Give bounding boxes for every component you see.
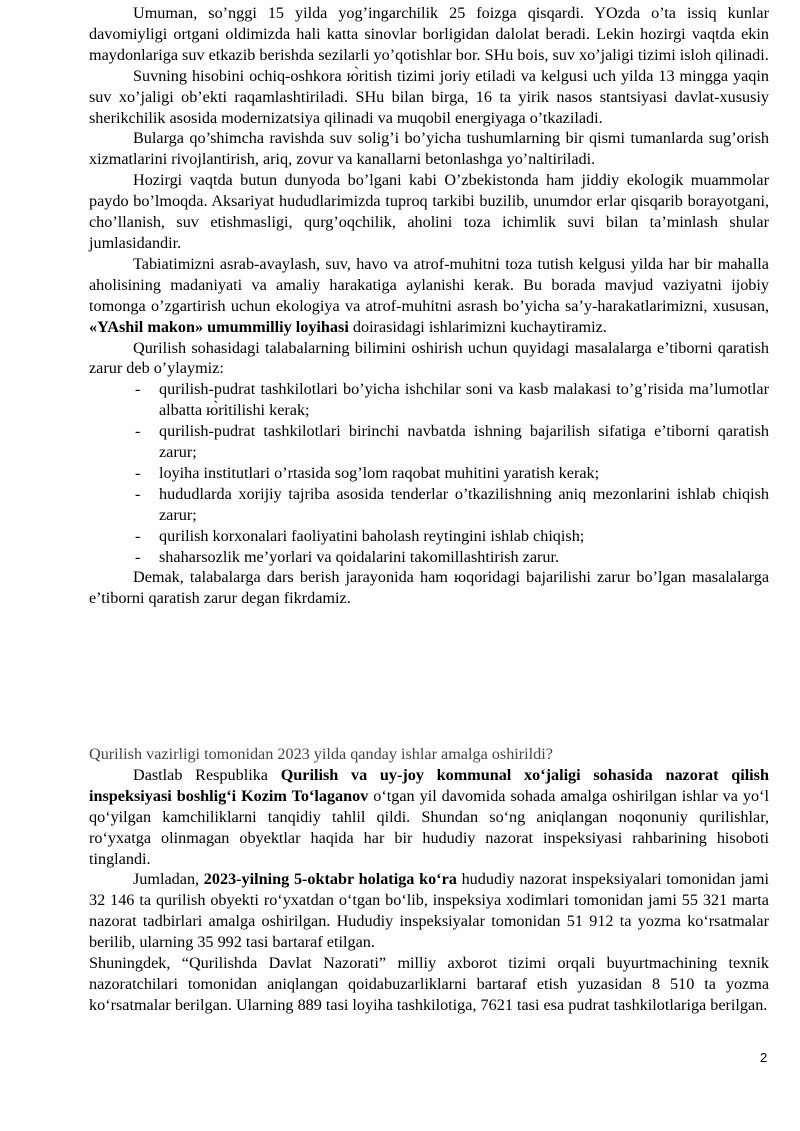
- project-name-bold: «YAshil makon» umummilliy loyihasi: [89, 317, 349, 336]
- paragraph: Hozirgi vaqtda butun dunyoda bo’lgani kabi O’zbekistonda ham jiddiy ekologik muammolar paydo bo’lmoqda. Aksariyat hududlarimizda tuproq tarkibi buzilib, unumdor erlar qisqarib borayotgani, cho’llanish, suv etishmasligi, qurg’oqchilik, aholini toza ichimlik suvi bilan ta’minlash shular jumlasidandir.: [89, 171, 769, 252]
- paragraph: [89, 869, 769, 953]
- paragraph-text: o‘tgan yil davomida sohada amalga oshirilgan ishlar va yo‘l qo‘yilgan kamchiliklarni tanqidiy tahlil qildi. Shundan so‘ng aniqlangan noqonuniy qurilishlar, ro‘yxatga olinmagan obyektlar haqida har bir hududiy nazorat inspeksiyasi rahbarining hisoboti tinglandi.: [89, 786, 769, 868]
- list-bullet: -: [135, 547, 141, 566]
- list-item-text: qurilish-pudrat tashkilotlari bo’yicha ishchilar soni va kasb malakasi to’g’risida ma’lumotlar albatta ю̀ritilishi kerak;: [159, 380, 769, 420]
- list-bullet: -: [135, 422, 141, 441]
- list-item: [89, 421, 769, 463]
- date-bold: 2023-yilning 5-oktabr holatiga ko‘ra: [203, 870, 457, 889]
- list-item: [89, 463, 769, 484]
- list-bullet: -: [135, 484, 141, 503]
- paragraph: Bularga qo’shimcha ravishda suv solig’i bo’yicha tushumlarning bir qismi tumanlarda sug’orish xizmatlarini rivojlantirish, ariq, zovur va kanallarni betonlashga yo’naltiriladi.: [89, 129, 769, 169]
- document-body: [89, 3, 769, 609]
- list-bullet: -: [135, 526, 141, 545]
- list-item: [89, 379, 769, 421]
- list-bullet: -: [135, 463, 141, 482]
- list-bullet: -: [135, 380, 141, 399]
- paragraph: [89, 765, 769, 870]
- document-body-continued: [89, 744, 769, 1016]
- paragraph-text: hududiy nazorat inspeksiyalari tomonidan jami 32 146 ta qurilish obyekti ro‘yxatdan o‘tgan bo‘lib, inspeksiya xodimlari tomonidan jami 55 321 marta nazorat tadbirlari amalga oshirilgan. Hududiy inspeksiyalar tomonidan 51 912 ta yozma ko‘rsatmalar berilib, ularning 35 992 tasi bartaraf etilgan.: [89, 870, 769, 952]
- list-item-text: shaharsozlik me’yorlari va qoidalarini takomillashtirish zarur.: [159, 547, 560, 566]
- paragraph: Shuningdek, “Qurilishda Davlat Nazorati” milliy axborot tizimi orqali buyurtmachining texnik nazoratchilari tomonidan aniqlangan qoidabuzarliklarni bartaraf etish yuzasidan 8 510 ta yozma ko‘rsatmalar berilgan. Ularning 889 tasi loyiha tashkilotiga, 7621 tasi esa pudrat tashkilotlariga berilgan.: [89, 954, 769, 1014]
- list-item-text: qurilish-pudrat tashkilotlari birinchi navbatda ishning bajarilish sifatiga e’tiborni qaratish zarur;: [159, 422, 769, 462]
- list-item: [89, 547, 769, 568]
- list-item-text: hududlarda xorijiy tajriba asosida tenderlar o’tkazilishning aniq mezonlarini ishlab chiqish zarur;: [159, 484, 769, 524]
- list-item: [89, 484, 769, 526]
- list-item-text: qurilish korxonalari faoliyatini baholash reytingini ishlab chiqish;: [159, 526, 585, 545]
- paragraph: [89, 254, 769, 338]
- paragraph-text: doirasidagi ishlarimizni kuchaytiramiz.: [348, 317, 607, 336]
- paragraph-text: Dastlab Respublika: [133, 765, 281, 784]
- paragraph: Demak, talabalarga dars berish jarayonida ham юqoridagi bajarilishi zarur bo’lgan masalalarga e’tiborni qaratish zarur degan fikrdamiz.: [89, 568, 769, 608]
- paragraph-text: Tabiatimizni asrab-avaylash, suv, havo va atrof-muhitni toza tutish kelgusi yilda har bir mahalla aholisining madaniyati va amaliy harakatiga aylanishi kerak. Bu borada mavjud vaziyatni ijobiy tomonga o’zgartirish uchun ekologiya va atrof-muhitni asrash bo’yicha sa’y-harakatlarimizni, xususan,: [89, 254, 769, 315]
- list-item: [89, 526, 769, 547]
- page-number: 2: [760, 1050, 768, 1065]
- list-item-text: loyiha institutlari o’rtasida sog’lom raqobat muhitini yaratish kerak;: [159, 463, 600, 482]
- paragraph: Qurilish sohasidagi talabalarning bilimini oshirish uchun quyidagi masalalarga e’tiborni qaratish zarur deb o’ylaymiz:: [89, 338, 769, 378]
- paragraph: Suvning hisobini ochiq-oshkora ю̀ritish tizimi joriy etiladi va kelgusi uch yilda 13 mingga yaqin suv xo’jaligi ob’ekti raqamlashtiriladi. SHu bilan birga, 16 ta yirik nasos stantsiyasi davlat-xususiy sherikchilik asosida modernizatsiya qilinadi va muqobil energiyaga o’tkaziladi.: [89, 66, 769, 127]
- official-name-bold: Qurilish va uy-joy kommunal xo‘jaligi sohasida nazorat qilish inspeksiyasi boshlig‘i Kozim To‘laganov: [89, 765, 769, 805]
- section-question: Qurilish vazirligi tomonidan 2023 yilda qanday ishlar amalga oshirildi?: [89, 745, 553, 763]
- paragraph-text: Jumladan,: [133, 870, 204, 889]
- paragraph: Umuman, so’nggi 15 yilda yog’ingarchilik 25 foizga qisqardi. YOzda o’ta issiq kunlar davomiyligi ortgani oldimizda hali katta sinovlar borligidan dalolat beradi. Lekin hozirgi vaqtda ekin maydonlariga suv etkazib berishda sezilarli yo’qotishlar bor. SHu bois, suv xo’jaligi tizimi isloh qilinadi.: [89, 4, 769, 64]
- bullet-list: [89, 379, 769, 567]
